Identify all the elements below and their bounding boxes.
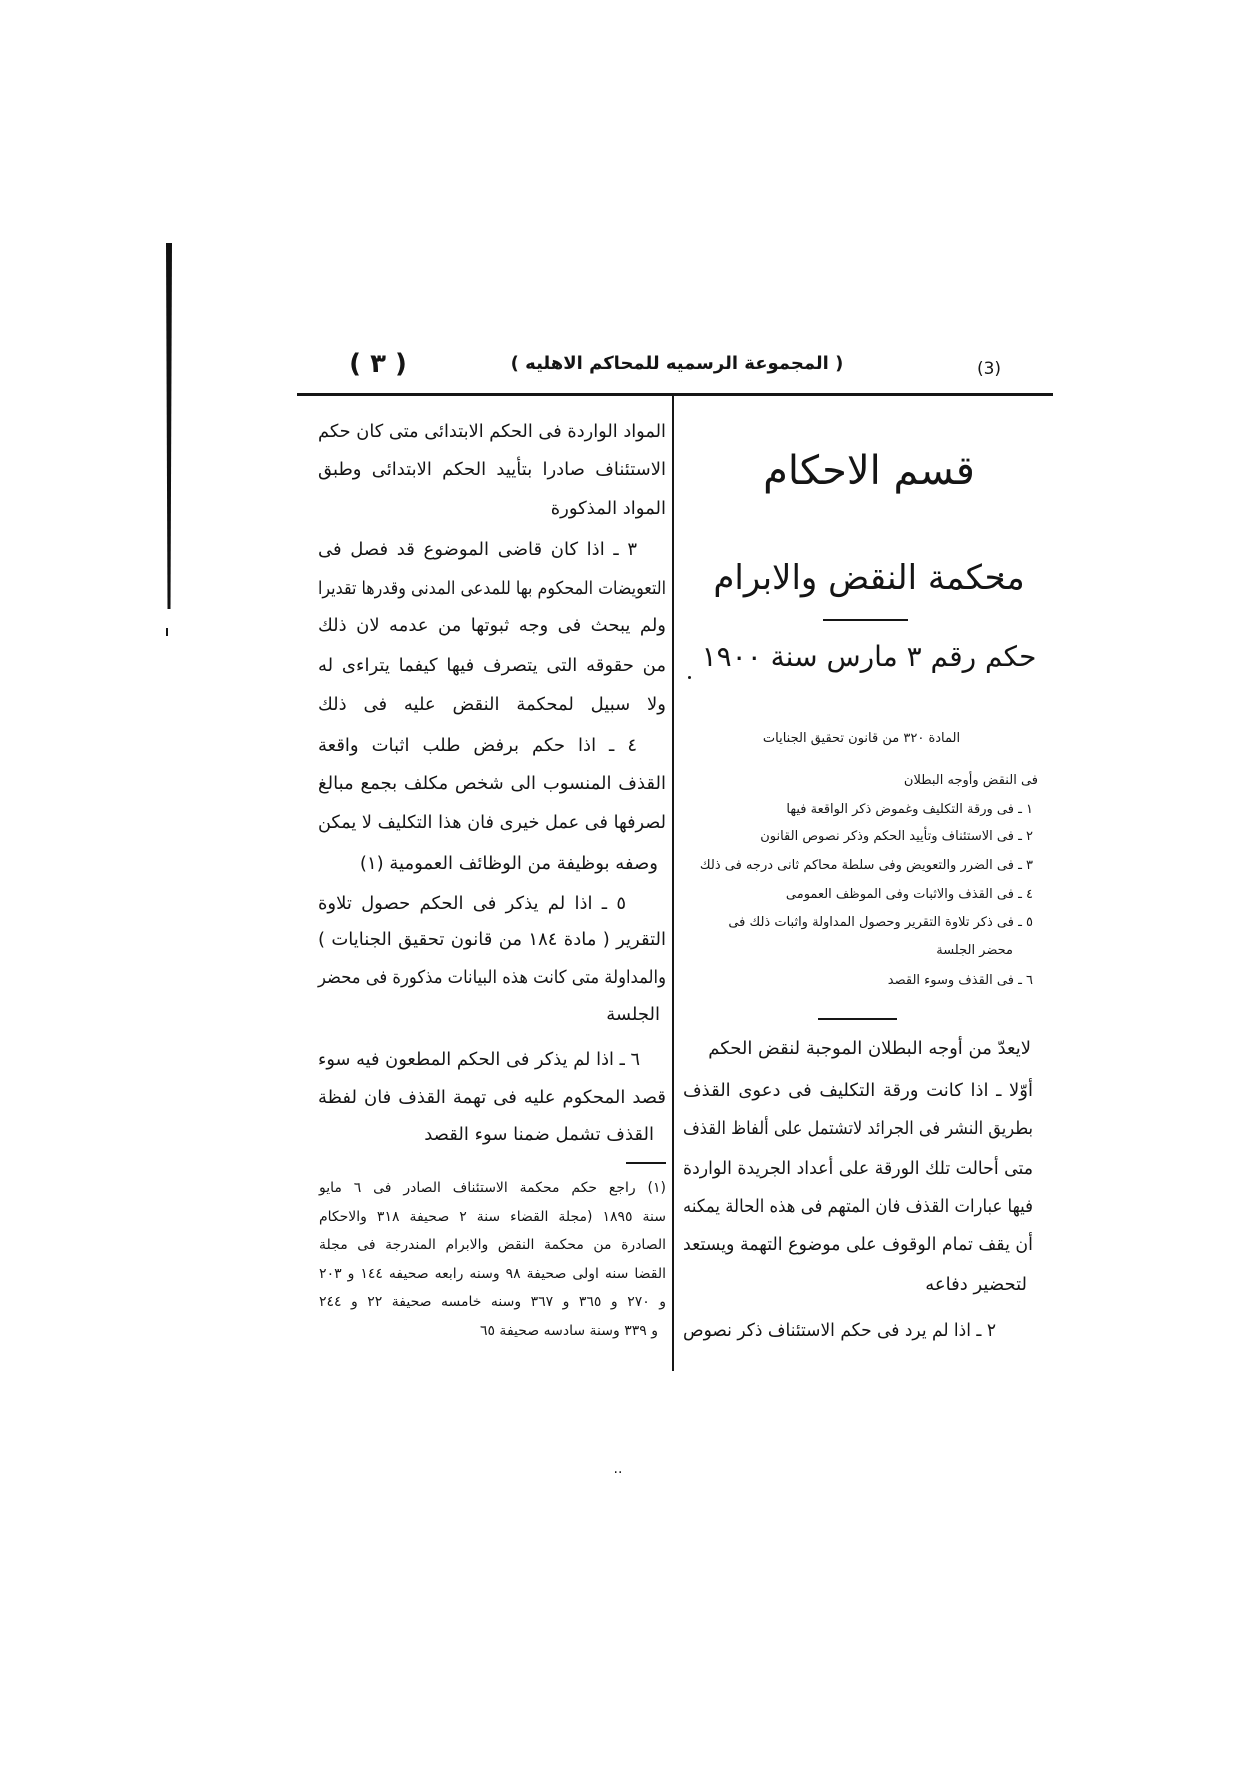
body-line: القذف تشمل ضمنا سوء القصد bbox=[424, 1124, 654, 1145]
body-line: وصفه بوظيفة من الوظائف العمومية (١) bbox=[359, 853, 658, 874]
body-line: أوّلا ـ اذا كانت ورقة التكليف فى دعوى القذف bbox=[682, 1080, 1033, 1101]
judgment-date: حكم رقم ٣ مارس سنة ١٩٠٠ bbox=[701, 640, 1037, 673]
summary-line: ٣ ـ فى الضرر والتعويض وفى سلطة محاكم ثانى درجه فى ذلك bbox=[699, 858, 1033, 873]
body-line: بطريق النشر فى الجرائد لاتشتمل على ألفاظ القذف bbox=[682, 1118, 1033, 1139]
footnote-line: و ٢٧٠ و ٣٦٥ و ٣٦٧ وسنه خامسه صحيفة ٢٢ و ٢٤٤ bbox=[318, 1294, 666, 1310]
body-line: ٤ ـ اذا حكم برفض طلب اثبات واقعة bbox=[317, 735, 637, 756]
footnote-line: و ٣٣٩ وسنة سادسه صحيفة ٦٥ bbox=[479, 1323, 658, 1339]
page-number-arabic: ( ٣ ) bbox=[349, 349, 407, 379]
summary-line: ٢ ـ فى الاستئناف وتأييد الحكم وذكر نصوص القانون bbox=[760, 829, 1033, 844]
court-name: محكمة النقض والابرام bbox=[713, 558, 1025, 598]
body-line: ولا سبيل لمحكمة النقض عليه فى ذلك bbox=[318, 694, 666, 715]
footnote-line: الصادرة من محكمة النقض والابرام المندرجة فى مجلة bbox=[319, 1237, 666, 1253]
body-line: لصرفها فى عمل خيرى فان هذا التكليف لا يمكن bbox=[317, 812, 666, 833]
body-line: ولم يبحث فى وجه ثبوتها من عدمه لان ذلك bbox=[317, 615, 666, 636]
summary-line: ٥ ـ فى ذكر تلاوة التقرير وحصول المداولة واثبات ذلك فى bbox=[728, 915, 1033, 930]
body-line: ٥ ـ اذا لم يذكر فى الحكم حصول تلاوة bbox=[317, 893, 626, 914]
footnote-line: (١) راجع حكم محكمة الاستئناف الصادر فى ٦ مايو bbox=[319, 1180, 666, 1196]
footnote-rule bbox=[626, 1162, 666, 1164]
body-line: الجلسة bbox=[606, 1004, 660, 1025]
body-line: من حقوقه التى يتصرف فيها كيفما يتراءى له bbox=[318, 655, 666, 676]
body-line: المواد المذكورة bbox=[550, 498, 666, 519]
body-line: فيها عبارات القذف فان المتهم فى هذه الحالة يمكنه bbox=[682, 1196, 1033, 1217]
body-line: متى أحالت تلك الورقة على أعداد الجريدة الواردة bbox=[683, 1158, 1033, 1179]
body-line: والمداولة متى كانت هذه البيانات مذكورة فى محضر bbox=[318, 967, 666, 988]
summary-line: ٤ ـ فى القذف والاثبات وفى الموظف العمومى bbox=[785, 887, 1033, 902]
footnote-line: سنة ١٨٩٥ (مجلة القضاء سنة ٢ صحيفة ٣١٨ والاحكام bbox=[318, 1209, 666, 1225]
publication-title: ( المجموعة الرسميه للمحاكم الاهليه ) bbox=[510, 353, 844, 374]
summary-line: محضر الجلسة bbox=[936, 943, 1013, 958]
body-line: القذف المنسوب الى شخص مكلف بجمع مبالغ bbox=[318, 773, 666, 794]
header-rule bbox=[297, 393, 1053, 396]
body-line: التعويضات المحكوم بها للمدعى المدنى وقدرها تقديرا bbox=[318, 578, 666, 599]
body-line: ٦ ـ اذا لم يذكر فى الحكم المطعون فيه سوء bbox=[318, 1049, 640, 1070]
footnote-line: القضا سنه اولى صحيفة ٩٨ وسنه رابعه صحيفه ١٤٤ و ٢٠٣ bbox=[319, 1266, 666, 1282]
scan-speck bbox=[688, 676, 691, 679]
body-line: ٢ ـ اذا لم يرد فى حكم الاستئناف ذكر نصوص bbox=[682, 1320, 996, 1341]
body-line: الاستئناف صادرا بتأييد الحكم الابتدائى وطبق bbox=[318, 459, 666, 480]
scan-margin-tick bbox=[166, 628, 168, 636]
column-divider bbox=[672, 396, 674, 1371]
scan-margin-bar bbox=[166, 243, 172, 609]
title-rule bbox=[823, 619, 908, 621]
body-line: المواد الواردة فى الحكم الابتدائى متى كان حكم bbox=[318, 421, 666, 442]
summary-line: ١ ـ فى ورقة التكليف وغموض ذكر الواقعة فيها bbox=[786, 802, 1033, 817]
summary-rule bbox=[818, 1018, 897, 1020]
body-line: التقرير ( مادة ١٨٤ من قانون تحقيق الجنايات ) bbox=[317, 929, 666, 950]
body-line: قصد المحكوم عليه فى تهمة القذف فان لفظة bbox=[318, 1087, 666, 1108]
summary-line: ٦ ـ فى القذف وسوء القصد bbox=[887, 973, 1033, 988]
page-footer-mark: .. bbox=[613, 1461, 623, 1477]
page-number-latin: (3) bbox=[976, 359, 1002, 379]
body-line: لتحضير دفاعه bbox=[925, 1274, 1027, 1295]
article-reference: المادة ٣٢٠ من قانون تحقيق الجنايات bbox=[762, 731, 961, 746]
body-line: لايعدّ من أوجه البطلان الموجبة لنقض الحكم bbox=[708, 1038, 1031, 1059]
summary-heading: فى النقض وأوجه البطلان bbox=[903, 773, 1038, 788]
section-title: قسم الاحكام bbox=[763, 448, 975, 494]
body-line: ٣ ـ اذا كان قاضى الموضوع قد فصل فى bbox=[317, 539, 637, 560]
body-line: أن يقف تمام الوقوف على موضوع التهمة ويستعد bbox=[683, 1234, 1033, 1255]
